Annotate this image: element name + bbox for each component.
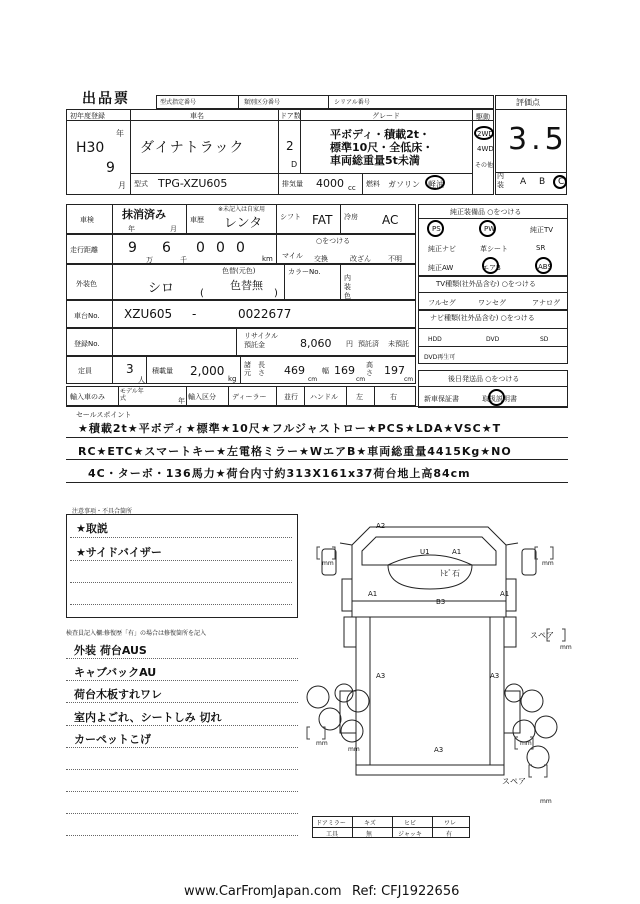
dims-label: 諸元 [244,361,251,377]
door-count: 2 [286,139,294,153]
height-value: 197 [384,364,405,377]
equip-airbag: エアB [482,264,501,272]
handle-left: 左 [356,393,363,401]
history-label: 車歴 [190,216,204,224]
mm-rear-right: mm [520,740,532,747]
mileage-km: km [262,255,273,263]
mileage-digit-3: 0 [196,240,205,256]
inspector-line-5: カーペットこげ [74,733,151,746]
legend-value-3: ジャッキ [398,831,422,838]
model-code: TPG-XZU605 [158,177,228,190]
interior-color-label: 内装色 [344,274,351,300]
equip-nav: 純正ナビ [428,245,456,253]
grade-line2: 標準10尺・全低床・ [330,141,434,154]
width-value: 169 [334,364,355,377]
mm-front-right: mm [542,560,554,567]
mark-a3-rear: A3 [434,746,444,754]
mileage-sen: 千 [180,256,187,264]
mm-front-left: mm [322,560,334,567]
history-value: レンタ [224,216,263,231]
interior-c: C [558,177,565,187]
height-cm: cm [404,376,414,383]
manual-circle [488,389,505,406]
sales-point-line-2: RC★ETC★スマートキー★左電格ミラー★WエアB★車両総重量4415Kg★NO [78,445,512,458]
registration-label: 登録No. [74,340,100,348]
equip-pw-circle [479,220,496,237]
month-unit: 月 [118,181,126,190]
mark-a2: A2 [376,522,386,530]
nav-dvd: DVD [486,336,500,343]
import-parallel: 並行 [284,393,298,401]
car-name: ダイナトラック [140,140,245,156]
handle-right: 右 [390,393,397,401]
sales-point-line-3: 4C・ターボ・136馬力★荷台内寸約313X161x37荷台地上高84cm [88,467,471,480]
tv-analog: アナログ [532,299,560,307]
interior-a: A [520,177,527,187]
width-cm: cm [356,376,366,383]
car-name-label: 車名 [190,112,204,120]
inspector-label: 検査員記入欄:修復歴「有」の場合は修復箇所を記入 [66,630,207,637]
first-reg-month: 9 [106,160,115,176]
handle-label: ハンドル [310,393,338,401]
inspector-line-3: 荷台木板すれワレ [74,688,162,701]
color-code-label: 色替(元色) [222,267,256,275]
mileage-digit-1: 9 [128,240,137,256]
shift-value: FAT [312,213,333,227]
first-reg-label: 初年度登録 [70,112,105,120]
drive-2wd-circle [474,126,494,140]
recycle-not: 未預託 [388,340,409,348]
interior-b: B [539,177,546,187]
note-line-2: ★サイドバイザー [76,546,162,559]
mileage-digit-5: 0 [236,240,245,256]
mileage-tampered: 改ざん [350,255,371,263]
header-codes [156,95,494,109]
legend-value-4: 有 [446,831,453,838]
legend-header-4: ワレ [444,820,457,827]
nav-hdd: HDD [428,336,442,343]
equip-label: 純正装備品 ○をつける [450,208,522,216]
mark-chip: ﾄﾋﾞ石 [440,569,460,578]
fuel-diesel: 軽油 [428,180,444,189]
legend-value-2: 無 [366,831,373,838]
mileage-mile: マイル [282,252,303,260]
seats-label: 定員 [78,367,92,375]
drive-other: その他 [475,162,494,169]
drive-2wd: 2WD [477,130,494,138]
sales-point-line-1: ★積載2t★平ボディ★標準★10尺★フルジャストロー★PCS★LDA★VSC★T [78,422,502,435]
nav-sd: SD [540,336,549,343]
paren-close: ) [274,288,278,299]
equip-tv: 純正TV [530,226,554,234]
shaken-value: 抹消済み [122,208,166,221]
warranty-label: 新車保証書 [424,395,459,403]
legend-value-1: 工具 [326,831,339,838]
displacement-value: 4000 [316,177,344,190]
equip-airbag-circle [482,257,499,274]
recycle-label: リサイクル預託金 [244,332,279,349]
inspector-line-1: 外装 荷台AUS [74,644,147,657]
mm-rear-left-2: mm [348,746,360,753]
interior-c-circle [553,175,567,189]
door-label: ドア数 [280,112,301,120]
import-label: 輸入車のみ [70,393,105,401]
equip-sr: SR [536,244,546,252]
mm-rear-left: mm [316,740,328,747]
model-year-unit: 年 [178,397,185,405]
import-dealer: ディーラー [232,393,267,401]
legend-header-2: キズ [364,820,376,827]
import-type-label: 輸入区分 [188,393,216,401]
drive-4wd: 4WD [477,145,494,153]
length-label: 長さ [258,361,265,377]
equip-leather: 革シート [480,245,508,253]
grade-label: グレード [372,112,400,120]
mark-b3: B3 [436,598,446,606]
chassis-label: 車台No. [74,312,100,320]
color-no-label: カラーNo. [288,268,321,276]
recycle-unit: 円 [346,340,353,348]
mileage-exchanged: 交換 [314,255,328,263]
legend-header-1: ドアミラー [316,820,346,827]
score-label: 評価点 [516,98,540,107]
model-label: 型式 [134,180,148,188]
later-docs-label: 後日発送品 ○をつける [448,375,520,383]
vehicle-damage-diagram [300,505,570,817]
mm-spare-bottom: mm [540,798,552,805]
fuel-gasoline: ガソリン [388,180,420,189]
aircon-label: 冷房 [344,213,358,221]
model-cert-label: 型式指定番号 [160,99,197,106]
height-label: 高さ [366,361,373,377]
grade-line1: 平ボディ・積載2t・ [330,128,431,141]
mm-spare-top: mm [560,644,572,651]
manual-label: 取扱説明書 [482,395,517,403]
legend-header-3: ヒビ [404,820,417,827]
shaken-label: 車検 [80,216,94,224]
mark-a1-right: A1 [500,590,510,598]
paren-open: ( [200,288,204,299]
model-year-label: モデル年式 [120,388,144,402]
recycle-value: 8,060 [300,337,332,350]
mileage-digit-2: 6 [162,240,171,256]
mileage-label: 走行距離 [70,246,98,254]
load-value: 2,000 [190,364,225,378]
width-label: 幅 [322,367,329,375]
mileage-man: 万 [146,256,153,264]
shaken-year-unit: 年 [128,225,135,233]
shaken-month-unit: 月 [170,225,177,233]
history-note: ※未記入は自家用 [218,206,266,213]
chassis-prefix: XZU605 [124,307,173,321]
recycle-done: 預託済 [358,340,379,348]
length-cm: cm [308,376,318,383]
equip-pw: PW [484,225,496,233]
seats-value: 3 [126,362,134,376]
seats-unit: 人 [138,376,145,384]
serial-label: シリアル番号 [334,99,370,106]
category-label: 類別区分番号 [244,99,281,106]
first-reg-year: H30 [76,140,105,156]
exterior-color-value: シロ [148,281,175,296]
mileage-unknown: 不明 [388,255,402,263]
spare-label-top: スペア [530,631,554,640]
mark-a1-top: A1 [452,548,462,556]
door-unit: D [291,160,298,169]
inspector-line-4: 室内よごれ、シートしみ 切れ [74,711,222,724]
color-code-value: 色替無 [230,279,263,292]
displacement-unit: cc [348,184,356,192]
page-title: 出品票 [82,91,130,107]
load-unit: kg [228,375,237,383]
mileage-circle-note: ○をつける [316,237,351,245]
mileage-digit-4: 0 [216,240,225,256]
mark-a1-left: A1 [368,590,378,598]
score-value: 3.5 [508,122,568,157]
dvd-playback: DVD再生可 [424,354,456,361]
nav-label: ナビ種類(社外品含む) ○をつける [430,314,535,322]
length-value: 469 [284,364,305,377]
year-unit: 年 [116,129,124,138]
interior-label: 内装 [497,172,504,189]
shift-label: シフト [280,213,301,221]
footer-ref: Ref: CFJ1922656 [352,884,460,899]
equip-abs: ABS [538,263,552,271]
exterior-color-label: 外装色 [76,280,97,288]
fuel-diesel-circle [425,175,445,190]
drive-label: 駆動 [476,113,490,121]
mark-a3-left: A3 [376,672,386,680]
notes-label: 注意事項・不具合箇所 [72,508,133,515]
equip-aw: 純正AW [428,264,454,272]
sales-points-label: セールスポイント [76,411,132,419]
spare-label-bottom: スペア [502,777,526,786]
tv-oneseg: ワンセグ [478,299,506,307]
mark-a3-right: A3 [490,672,500,680]
inspector-line-2: キャブバックAU [74,666,157,679]
note-line-1: ★取説 [76,522,108,535]
grade-line3: 車両総重量5t未満 [330,154,420,167]
equip-ps: PS [432,225,441,233]
footer-site: www.CarFromJapan.com [184,884,342,899]
tv-label: TV種類(社外品含む) ○をつける [436,280,536,288]
mark-u1: U1 [420,548,430,556]
displacement-label: 排気量 [282,180,303,188]
equip-ps-circle [427,220,444,237]
equip-abs-circle [535,257,552,274]
chassis-number: 0022677 [238,307,292,321]
chassis-dash: - [192,307,197,321]
fuel-label: 燃料 [366,180,380,188]
aircon-value: AC [382,213,399,227]
load-label: 積載量 [152,367,173,375]
tv-fullseg: フルセグ [428,299,456,307]
